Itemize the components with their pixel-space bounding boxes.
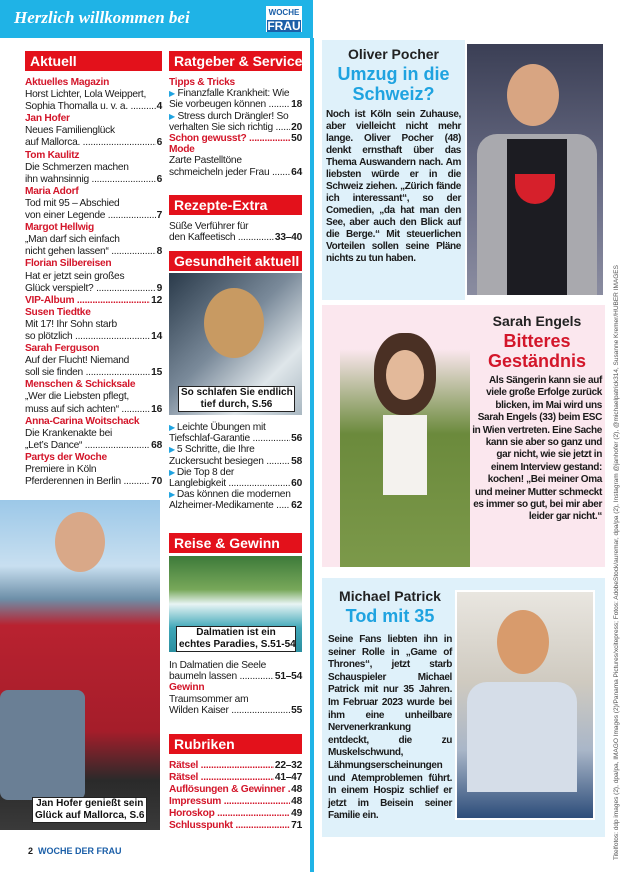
toc-text: Glück verspielt? ..... [25,283,156,295]
toc-text: Neues Familienglück [25,125,115,137]
toc-entry[interactable] [25,283,162,295]
toc-entry[interactable] [169,478,302,489]
toc-title: VIP-Album ..... [25,295,150,307]
face-shape [497,610,549,674]
toc-text: Die Top 8 der [176,466,235,478]
toc-text: „Wer die Liebsten pflegt, [25,391,129,403]
magazine-logo: WOCHE FRAU [267,8,301,33]
toc-text: 5 Schritte, die Ihre [176,444,255,456]
toc-title: Partys der Woche [25,451,107,463]
page-number: 60 [291,478,302,490]
page-number: 70 [151,476,162,488]
photo-caption: Dalmatien ist ein echtes Paradies, S.51-54 [176,626,296,652]
toc-entry[interactable] [169,456,302,467]
page-number: 41–47 [274,772,302,784]
section-heading: Rubriken [169,734,302,754]
face-shape [204,288,264,358]
toc-title: Sarah Ferguson [25,343,100,355]
toc-entry[interactable]: Sie vorbeugen können ..... 18 [169,99,302,110]
toc-text: Horst Lichter, Lola Weippert, [25,89,147,101]
reise-section [169,533,302,553]
toc-text: Die Schmerzen machen [25,161,129,173]
story-headline: Tod mit 35 [345,606,435,626]
gown-shape [467,682,577,792]
engels-text-block [472,313,602,524]
toc-text: Alzheimer-Medikamente ..... [169,500,290,511]
toc-entry[interactable]: verhalten Sie sich richtig ..... 20 [169,122,302,133]
toc-text: so plötzlich ..... [25,331,150,343]
rezepte-section [169,195,302,243]
story-name: Sarah Engels [492,313,582,329]
toc-title: Tom Kaulitz [25,149,80,161]
page-number: 22–32 [274,760,302,771]
toc-entry[interactable] [169,796,302,808]
page-number: 56 [291,433,302,445]
toc-entry[interactable] [25,476,162,488]
aktuell-section [25,51,162,488]
toc-title: Auflösungen & Gewinner ..... [169,784,290,796]
toc-text: soll sie finden ..... [25,367,150,379]
toc-text: Tod mit 95 – Abschied [25,197,120,209]
toc-entry[interactable]: ▶ Finanzfalle Krankheit: Wie [169,88,290,100]
toc-title: Aktuelles Magazin [25,77,110,88]
toc-text: Zuckersucht besiegen ..... [169,456,290,467]
toc-title: Horoskop ..... [169,808,290,820]
toc-entry[interactable] [25,331,162,343]
toc-entry[interactable] [25,367,162,379]
triangle-icon: ▶ [169,467,177,477]
shirt-shape [383,415,427,495]
toc-entry[interactable] [25,404,162,416]
gesundheit-list [169,422,302,512]
toc-entry[interactable] [169,444,302,455]
triangle-icon: ▶ [169,111,175,121]
story-name: Oliver Pocher [347,46,440,62]
toc-title: Schlusspunkt ..... [169,820,290,832]
pocher-photo [465,42,605,297]
toc-entry[interactable] [169,422,302,433]
page-number: 48 [291,796,302,808]
page-footer [28,846,122,856]
reise-list [169,660,302,716]
page-number: 16 [151,403,162,415]
toc-entry[interactable] [169,820,302,832]
story-text: Als Sängerin kann sie auf viele große Erfolge zurück blicken, im Mai wird uns Sarah Engels (33) beim ESC in Wien vertreten. Eine Sache kann sie aber so ganz und gar nicht, wie sie jetzt in einem Interview gestand: kochen! „Bei meiner Oma und meiner Mutter schmeckt es immer so gut, bei mir aber leider gar nicht.“ [472,375,602,523]
selfie-inset [0,690,85,800]
toc-text: Traumsommer am [169,693,249,705]
toc-title: Gewinn [169,682,205,694]
toc-text: „Let’s Dance“ ..... [25,440,150,452]
toc-title: Anna-Carina Woitschack [25,415,140,427]
page-number: 15 [151,367,162,379]
page-number: 4 [156,101,162,113]
page-number: 2 [28,846,34,856]
jan-hofer-photo [0,500,160,830]
toc-text: auf Mallorca. ..... [25,137,156,149]
toc-entry[interactable] [25,295,162,307]
patrick-story [322,575,605,837]
toc-entry[interactable] [169,772,302,784]
page-number: 49 [291,808,302,820]
toc-title: Mode [169,144,195,156]
photo-caption: Jan Hofer genießt sein Glück auf Mallorca, S.6 [32,797,147,823]
toc-entry[interactable] [169,808,302,820]
gesundheit-section [169,251,302,271]
toc-entry[interactable]: den Kaffeetisch ..... 33–40 [169,232,302,243]
page-number: 68 [151,439,162,451]
toc-text: Mit 17! Ihr Sohn starb [25,318,117,330]
face-shape [55,512,105,572]
toc-entry[interactable]: baumeln lassen ..... 51–54 [169,671,302,682]
toc-entry[interactable] [25,174,162,186]
toc-text: „Man darf sich einfach [25,234,120,246]
toc-text: Premiere in Köln [25,464,97,475]
shirt-shape [507,139,567,297]
face-shape [507,64,559,126]
page-number: 58 [291,455,302,467]
page-number: 71 [291,820,302,832]
header-title: Herzlich willkommen bei [14,8,190,27]
toc-entry[interactable]: Schon gewusst? ..... 50 [169,133,302,144]
photo-credits: Titelfotos: ddp images (2), dpa/pa, IMAGO Images (2)/Panama Pictures/xcitepress; Fotos: AdobeStock/auremar, dpa/pa (2), Instagram @janhofer (2), @michaelpatrick314, Susanne Kremer/HUBER IMAGES [613,265,620,860]
toc-entry[interactable] [169,467,302,478]
rubriken-section [169,734,302,833]
page-number: 14 [151,330,162,342]
section-heading: Gesundheit aktuell [169,251,302,271]
page-number: 48 [291,784,302,796]
toc-text: Tiefschlaf-Garantie ..... [169,433,290,444]
story-text: Noch ist Köln sein Zuhause, aber vielleicht nicht mehr lange. Oliver Pocher (48) denkt ernsthaft über das Thema Auswandern nach. Am liebsten würde er in die Schweiz ziehen. „Zürich fände ich interessant“, so der Comedien, „da hat man den See, aber auch den Blick auf die Berge.“ Mit steuerlichen Vorteilen sollen seine Pläne nichts zu tun haben. [326,109,461,264]
toc-entry[interactable] [169,433,302,444]
page-number: 12 [151,294,162,306]
face-shape [386,350,424,400]
toc-entry[interactable]: ▶ Stress durch Drängler! So [169,110,289,122]
toc-entry[interactable] [169,784,302,796]
toc-title: Maria Adorf [25,185,79,197]
toc-text: Auf der Flucht! Niemand [25,355,130,367]
toc-title: Menschen & Schicksale [25,379,136,391]
engels-photo [340,325,470,567]
toc-text: In Dalmatien die Seele [169,660,267,671]
toc-entry[interactable] [169,500,302,511]
toc-text: Süße Verführer für [169,221,249,232]
toc-text: Leichte Übungen mit [176,422,266,433]
toc-entry[interactable] [169,489,302,500]
ratgeber-section [169,51,302,178]
story-headline: Bitteres Geständnis [487,331,587,371]
toc-title: Tipps & Tricks [169,77,235,88]
toc-text: ihn wahnsinnig ..... [25,174,156,186]
toc-entry[interactable] [25,440,162,452]
toc-text: von einer Legende ..... [25,210,156,222]
section-heading: Ratgeber & Service [169,51,302,71]
page-number: 7 [156,210,162,222]
toc-text: Sophia Thomalla u. v. a. ..... [25,101,156,113]
toc-entry[interactable] [25,101,162,113]
toc-title: Rätsel ..... [169,772,274,784]
toc-title: Rätsel ..... [169,760,274,772]
toc-title: Jan Hofer [25,113,70,125]
toc-text: nicht gehen lassen“ ..... [25,246,156,258]
triangle-icon: ▶ [169,423,177,432]
toc-text: muss auf sich achten“ ..... [25,404,150,416]
toc-entry[interactable] [25,210,162,222]
story-headline: Umzug in die Schweiz? [337,64,450,104]
engels-story [322,305,605,567]
toc-entry[interactable] [25,246,162,258]
page-number: 6 [156,137,162,149]
triangle-icon: ▶ [169,445,177,455]
toc-entry[interactable]: schmeicheln jeder Frau ..... 64 [169,167,302,178]
page-number: 6 [156,173,162,185]
triangle-icon: ▶ [169,89,175,99]
header-banner [0,0,313,38]
magazine-name: WOCHE DER FRAU [38,846,122,856]
page-number: 9 [156,282,162,294]
toc-title: Impressum ..... [169,796,290,808]
toc-title: Florian Silbereisen [25,258,112,270]
triangle-icon: ▶ [169,490,177,500]
section-heading: Aktuell [25,51,162,71]
page-number: 8 [156,246,162,258]
patrick-text-block [328,588,452,823]
toc-title: Margot Hellwig [25,222,94,234]
toc-text: Langlebigkeit ..... [169,478,290,489]
toc-entry[interactable] [169,760,302,772]
story-text: Seine Fans liebten ihn in seiner Rolle in „Game of Thrones“, jetzt starb Schauspieler Michael Patrick mit nur 35 Jahren. Im Februar 2023 wurde bei ihm eine unheilbare Nervenerkrankung entdeckt, die zu Muskelschwund, Lähmungserscheinungen und Atemproblemen führt. In einem Hospiz schlief er jetzt im Beisein seiner Familie ein. [328,634,452,822]
column-divider [310,38,314,872]
toc-title: Susen Tiedtke [25,306,91,318]
toc-text: Das können die modernen [176,489,291,501]
toc-text: Hat er jetzt sein großes [25,270,125,282]
toc-text: Zarte Pastelltöne [169,155,242,167]
photo-caption: So schlafen Sie endlich tief durch, S.56 [178,386,295,412]
page-number: 62 [291,500,302,512]
section-heading: Rezepte-Extra [169,195,302,215]
section-heading: Reise & Gewinn [169,533,302,553]
toc-entry[interactable]: Wilden Kaiser ..... 55 [169,705,302,716]
toc-text: Pferderennen in Berlin ..... [25,476,150,488]
toc-entry[interactable] [25,137,162,149]
pocher-story [322,40,465,300]
story-name: Michael Patrick [339,588,441,604]
patrick-photo [455,590,595,820]
toc-text: Die Krankenakte bei [25,427,112,439]
